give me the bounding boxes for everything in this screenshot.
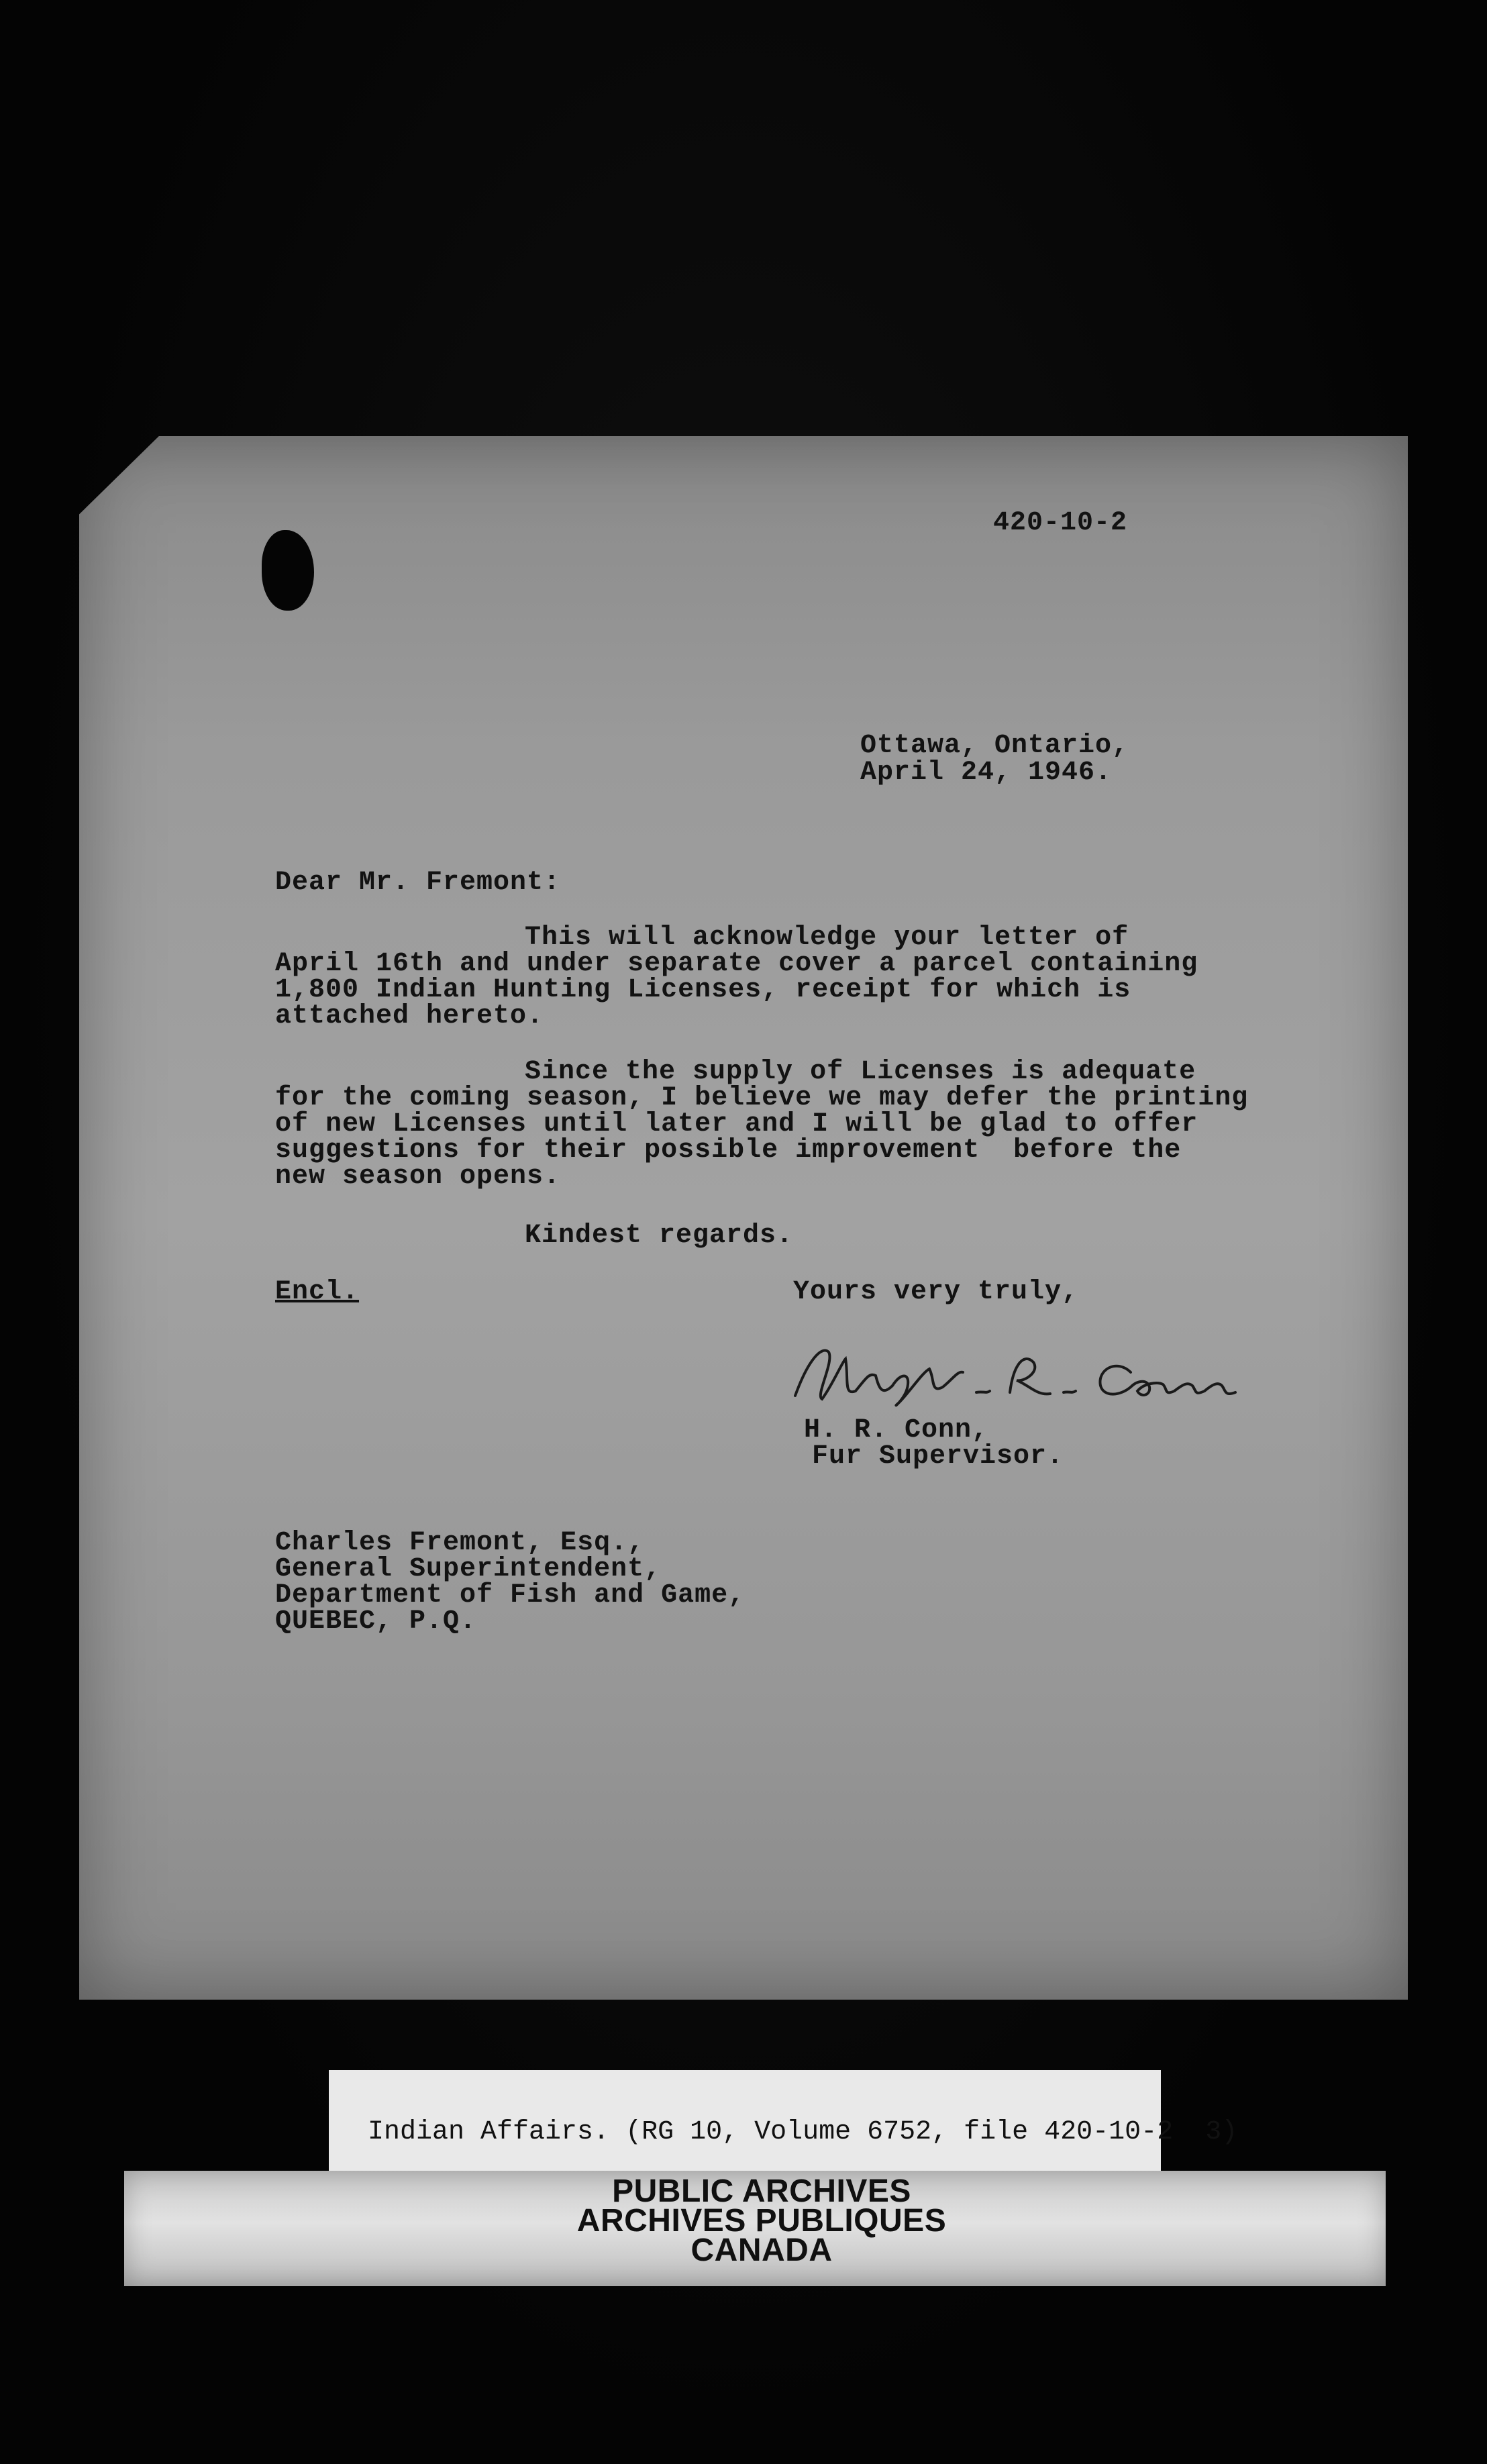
signer-title: Fur Supervisor. [812, 1441, 1064, 1472]
closing-remark: Kindest regards. [525, 1221, 794, 1251]
archive-stamp-line: ARCHIVES PUBLIQUES [576, 2203, 947, 2239]
handwritten-signature [782, 1332, 1272, 1413]
signer-name: H. R. Conn, [804, 1415, 989, 1445]
body-line: This will acknowledge your letter of [525, 923, 1129, 953]
body-line: suggestions for their possible improvement before the [275, 1135, 1182, 1166]
body-line: Since the supply of Licenses is adequate [525, 1057, 1196, 1087]
body-line: new season opens. [275, 1162, 561, 1192]
punch-hole [262, 530, 314, 611]
body-line: of new Licenses until later and I will be glad to offer [275, 1109, 1198, 1139]
letter-page [79, 436, 1408, 2000]
body-line: April 16th and under separate cover a parcel containing [275, 949, 1198, 979]
body-line: 1,800 Indian Hunting Licenses, receipt for which is [275, 975, 1131, 1005]
salutation: Dear Mr. Fremont: [275, 868, 561, 898]
body-line: attached hereto. [275, 1001, 544, 1031]
address-line: Charles Fremont, Esq., [275, 1528, 645, 1558]
address-line: QUEBEC, P.Q. [275, 1606, 477, 1637]
archive-stamp-line: PUBLIC ARCHIVES [612, 2173, 911, 2209]
address-line: General Superintendent, [275, 1554, 662, 1584]
enclosure-note: Encl. [275, 1277, 360, 1307]
complimentary-close: Yours very truly, [793, 1277, 1079, 1307]
file-reference: 420-10-2 [993, 508, 1128, 538]
letter-date: April 24, 1946. [860, 758, 1113, 788]
archive-stamp-line: CANADA [690, 2232, 833, 2268]
archive-citation: Indian Affairs. (RG 10, Volume 6752, file 420-10-2 3) [368, 2117, 1238, 2147]
address-line: Department of Fish and Game, [275, 1580, 746, 1610]
letter-place: Ottawa, Ontario, [860, 731, 1129, 761]
body-line: for the coming season, I believe we may defer the printing [275, 1083, 1249, 1113]
